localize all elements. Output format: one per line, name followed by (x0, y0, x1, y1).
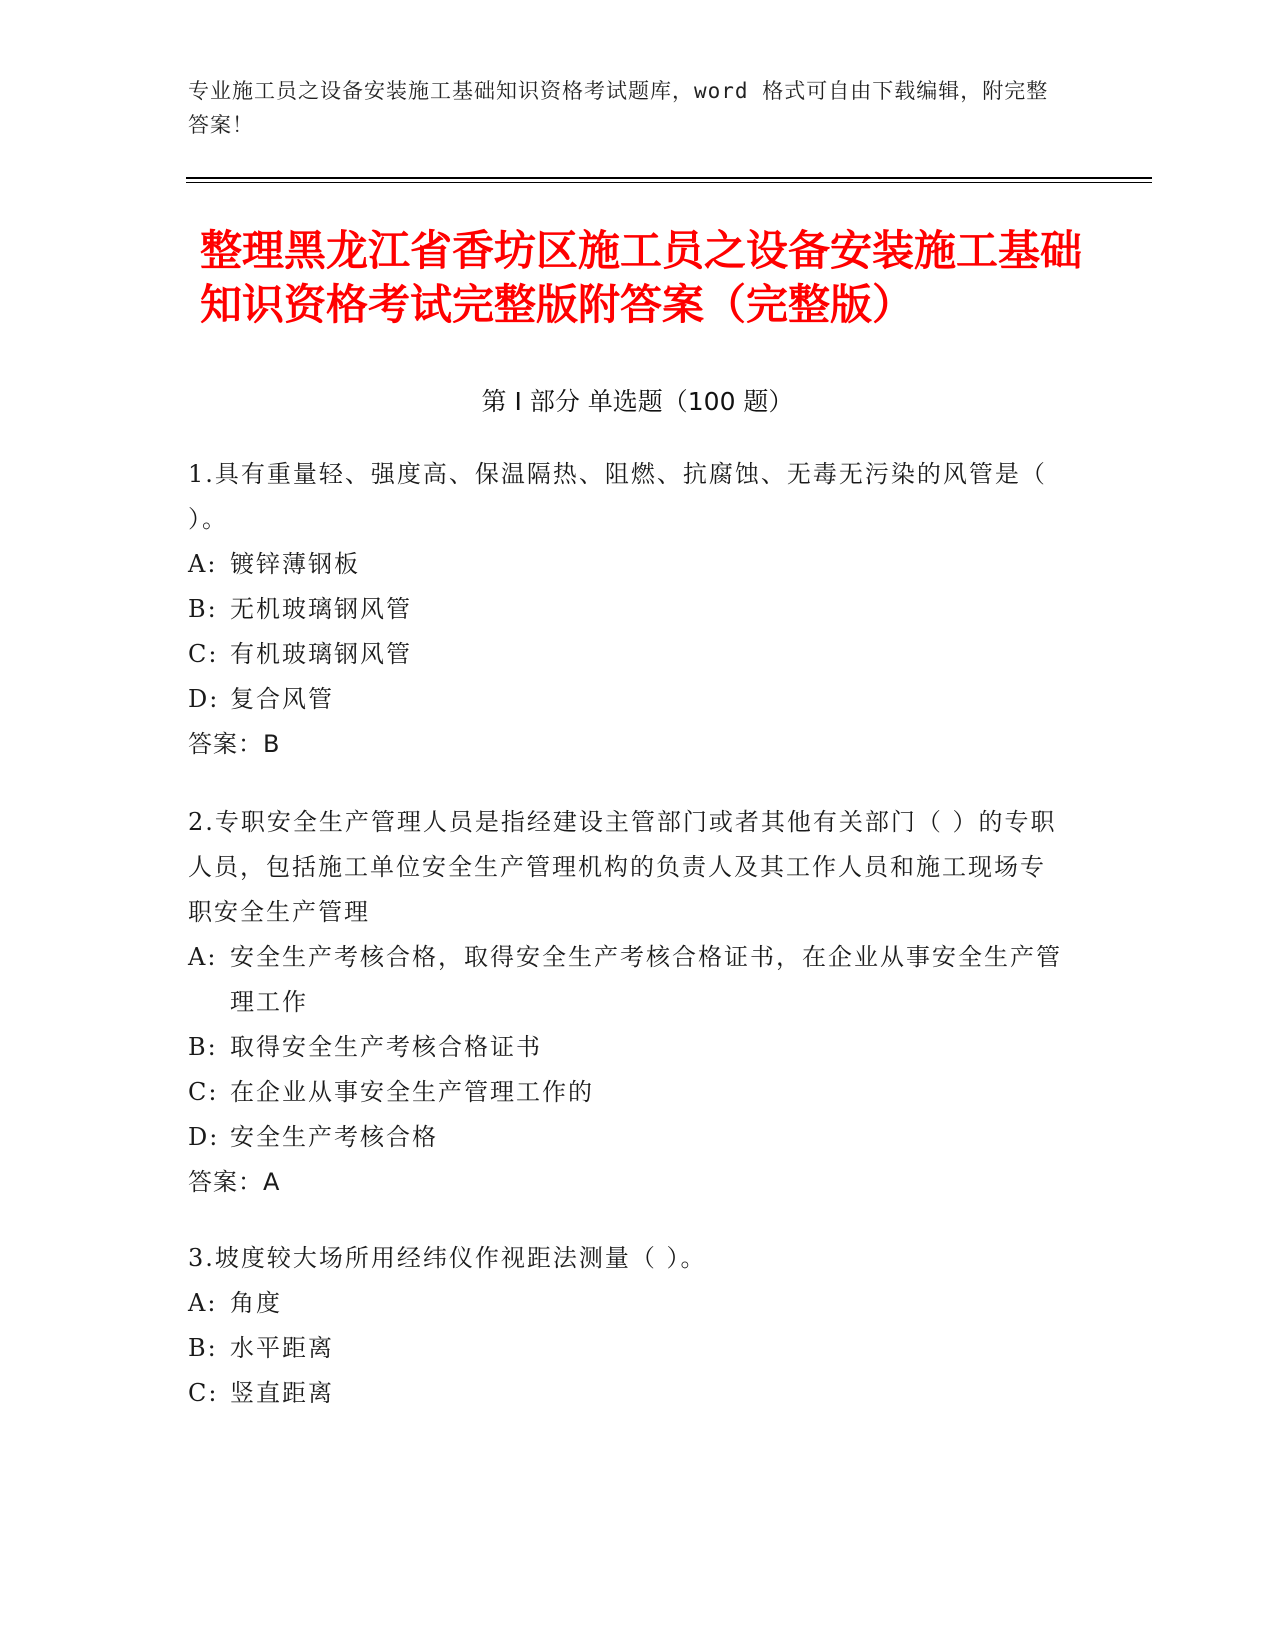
question-text: 2.专职安全生产管理人员是指经建设主管部门或者其他有关部门（ ）的专职人员，包括施工单位安全生产管理机构的负责人及其工作人员和施工现场专职安全生产管理 (188, 808, 1057, 926)
question-text: 3.坡度较大场所用经纬仪作视距法测量（ ）。 (188, 1244, 707, 1272)
option-key: D: (188, 685, 220, 713)
option-b (188, 587, 1068, 632)
option-text: 水平距离 (230, 1334, 334, 1362)
header-divider-thick (186, 177, 1152, 179)
option-text: 复合风管 (230, 685, 334, 713)
option-key: C: (188, 1078, 219, 1106)
option-key: A: (188, 550, 218, 578)
section-heading: 第 I 部分 单选题（100 题） (481, 387, 794, 416)
option-key: B: (188, 595, 218, 623)
option-text: 安全生产考核合格，取得安全生产考核合格证书，在企业从事安全生产管理工作 (230, 943, 1062, 1016)
option-key: A: (188, 943, 218, 971)
option-c (188, 1070, 1068, 1115)
option-text: 镀锌薄钢板 (230, 550, 360, 578)
option-a (188, 935, 1068, 1025)
question-text: 1.具有重量轻、强度高、保温隔热、阻燃、抗腐蚀、无毒无污染的风管是（ ）。 (188, 460, 1047, 533)
option-key: D: (188, 1123, 220, 1151)
question-2 (188, 800, 1068, 1205)
option-key: A: (188, 1289, 218, 1317)
option-d (188, 677, 1068, 722)
option-b (188, 1025, 1068, 1070)
answer-line: 答案：A (188, 1168, 281, 1196)
option-key: C: (188, 1379, 219, 1407)
question-3 (188, 1236, 1068, 1416)
header-divider-thin (186, 182, 1152, 183)
option-c (188, 1371, 1068, 1416)
option-text: 角度 (230, 1289, 282, 1317)
option-key: B: (188, 1334, 218, 1362)
option-text: 取得安全生产考核合格证书 (230, 1033, 542, 1061)
header-note: 专业施工员之设备安装施工基础知识资格考试题库，word 格式可自由下载编辑，附完整答案！ (188, 79, 1049, 137)
option-text: 竖直距离 (230, 1379, 334, 1407)
option-a (188, 542, 1068, 587)
option-c (188, 632, 1068, 677)
option-text: 无机玻璃钢风管 (230, 595, 412, 623)
question-1 (188, 452, 1068, 767)
option-a (188, 1281, 1068, 1326)
answer-line: 答案：B (188, 730, 281, 758)
option-text: 在企业从事安全生产管理工作的 (230, 1078, 594, 1106)
option-key: B: (188, 1033, 218, 1061)
option-text: 安全生产考核合格 (230, 1123, 438, 1151)
document-title: 整理黑龙江省香坊区施工员之设备安装施工基础知识资格考试完整版附答案（完整版） (200, 226, 1083, 329)
option-b (188, 1326, 1068, 1371)
option-d (188, 1115, 1068, 1160)
option-key: C: (188, 640, 219, 668)
option-text: 有机玻璃钢风管 (230, 640, 412, 668)
